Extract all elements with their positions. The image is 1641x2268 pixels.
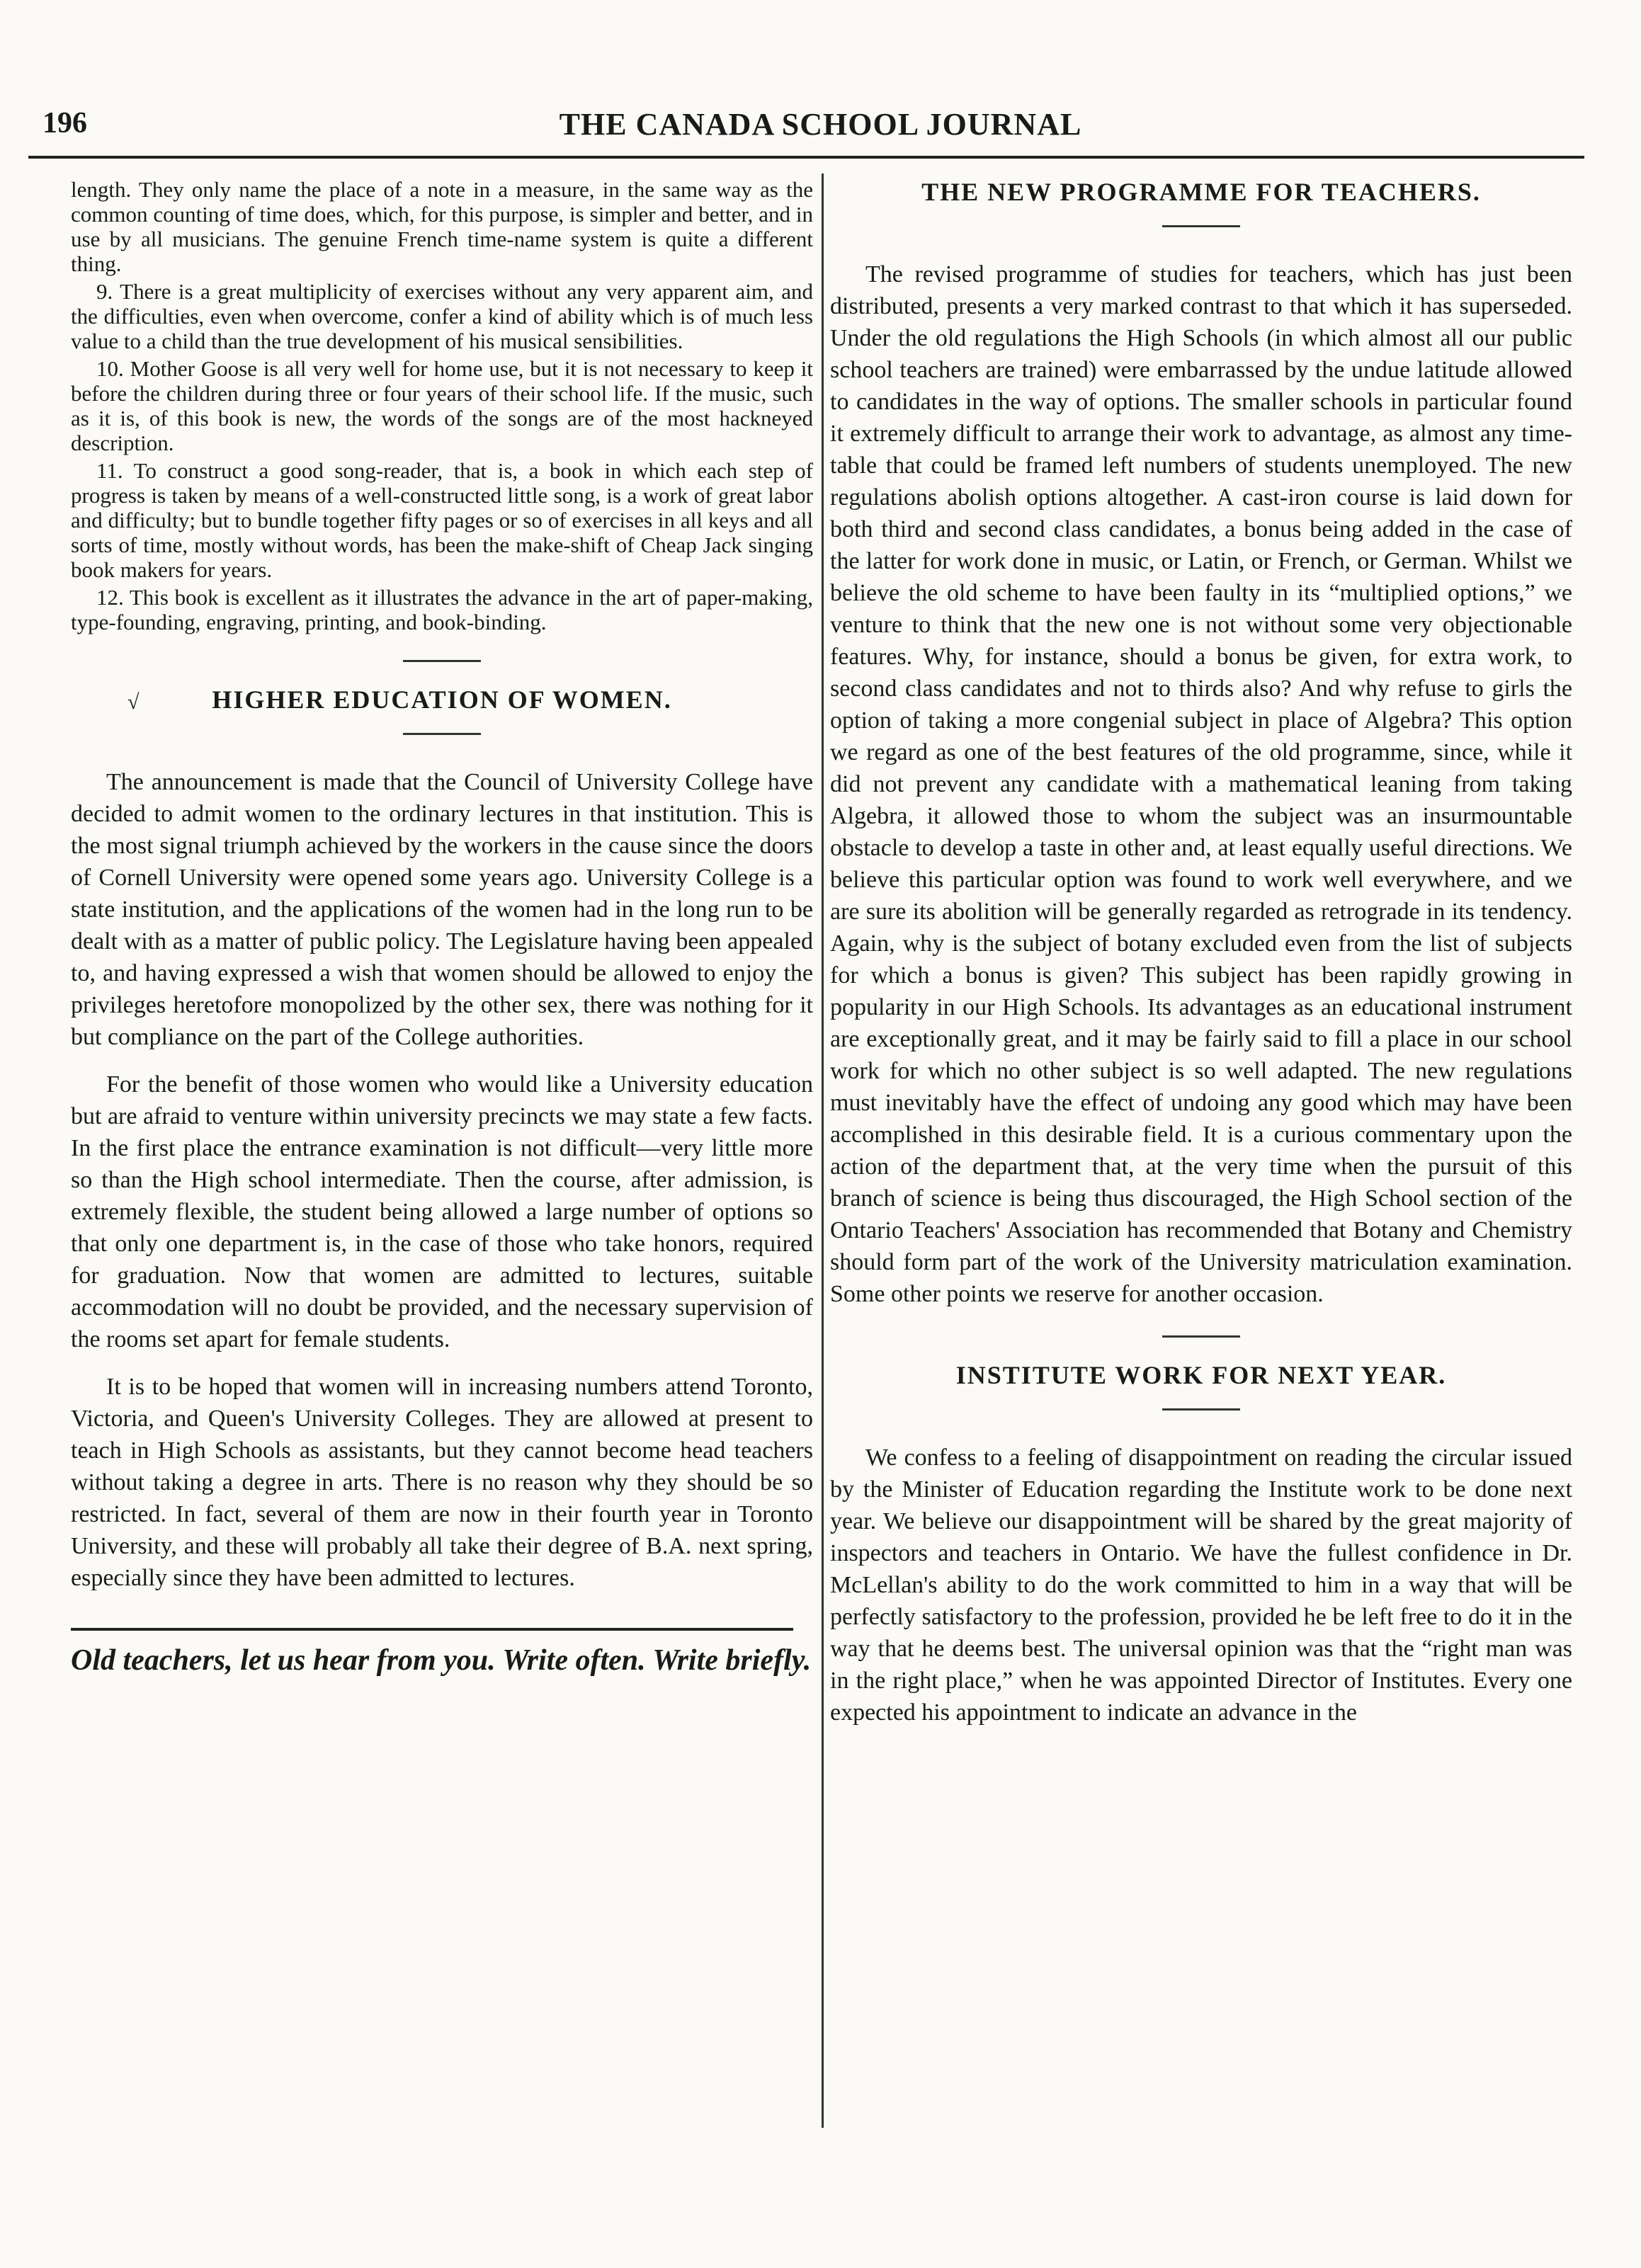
women-paragraph-1: The announcement is made that the Council of University College have decided to admit women to the ordinary lectures in that institution. This is the most signal triumph achieved by the workers in the cause since the doors of Cornell University were opened some years ago. University College is a state institution, and the applications of the women had in the long run to be dealt with as a matter of public policy. The Legislature having been appealed to, and having expressed a wish that women should be allowed to enjoy the privileges heretofore monopolized by the other sex, there was nothing for it but compliance on the part of the College authorities.	[71, 769, 813, 1050]
institute-paragraph: We confess to a feeling of disappointment on reading the circular issued by the Minister of Education regarding the Institute work to be done next year. We believe our disappointment will be shared by the great majority of inspectors and teachers in Ontario. We have the fullest confidence in Dr. McLellan's ability to do the work committed to him in a way that will be perfectly satisfactory to the profession, provided he be left free to do it in the way that he deems best. The universal opinion was that the “right man was in the right place,” when he was appointed Director of Institutes. Every one expected his appointment to indicate an advance in the	[830, 1444, 1572, 1726]
page-header	[42, 106, 1599, 149]
programme-section-title: THE NEW PROGRAMME FOR TEACHERS.	[921, 178, 1481, 206]
footer-rule	[71, 1628, 793, 1631]
programme-paragraph: The revised programme of studies for teachers, which has just been distributed, presents a very marked contrast to that which it has superseded. Under the old regulations the High Schools (in which almost all our public school teachers are trained) were embarrassed by the undue latitude allowed to candidates in the way of options. The smaller schools in particular found it extremely difficult to arrange their work to advantage, as almost any time-table that could be framed left numbers of students unemployed. The new regulations abolish options altogether. A cast-iron course is laid down for both third and second class candidates, a bonus being added in the case of the latter for work done in music, or Latin, or French, or German. Whilst we believe the old scheme to have been faulty in its “multiplied options,” we venture to think that the new one is not without some very objectionable features. Why, for instance, should a bonus be given, for extra work, to second class candidates and not to thirds also? And why refuse to girls the option of taking a more congenial subject in place of Algebra? This option we regard as one of the best features of the old programme, since, while it did not prevent any candidate with a mathematical leaning from taking Algebra, it allowed those to whom the subject was an insurmountable obstacle to develop a taste in other and, at least equally useful directions. We believe this particular option was found to work well everywhere, and we are sure its abolition will be generally regarded as retrograde in its tendency. Again, why is the subject of botany excluded even from the list of subjects for which a bonus is given? This subject has been rapidly growing in popularity in our High Schools. Its advantages as an educational instrument are exceptionally great, and it may be fairly said to fill a place in our school work for which no other subject is so well adapted. The new regulations must inevitably have the effect of undoing any good which may have been accomplished in this desirable field. It is a curious commentary upon the action of the department that, at the very time when the pursuit of this branch of science is being thus discouraged, the High School section of the Ontario Teachers' Association has recommended that Botany and Chemistry should form part of the work of the University matriculation examination. Some other points we reserve for another occasion.	[830, 261, 1572, 1307]
women-paragraph-2: For the benefit of those women who would like a University education but are afraid to venture within university precincts we may state a few facts. In the first place the entrance examination is not difficult—very little more so than the High school intermediate. Then the course, after admission, is extremely flexible, the student being allowed a large number of options so that only one department is, in the case of those who take honors, required for graduation. Now that women are admitted to lectures, suitable accommodation will no doubt be provided, and the necessary supervision of the rooms set apart for female students.	[71, 1071, 813, 1352]
title-underline	[403, 733, 481, 735]
section-separator	[1162, 1335, 1240, 1338]
continued-paragraph: length. They only name the place of a note in a measure, in the same way as the common counting of time does, which, for this purpose, is simpler and better, and in use by all musicians. The genuine French time-name system is quite a different thing.	[71, 177, 813, 276]
title-underline	[1162, 1408, 1240, 1411]
footer-motto: Old teachers, let us hear from you. Write often. Write briefly.	[71, 1644, 812, 1677]
women-title-text: HIGHER EDUCATION OF WOMEN.	[212, 685, 672, 714]
women-paragraph-3: It is to be hoped that women will in increasing numbers attend Toronto, Victoria, and Queen's University Colleges. They are allowed at present to teach in High Schools as assistants, but they cannot become head teachers without taking a degree in arts. There is no reason why they should be so restricted. In fact, several of them are now in their fourth year in Toronto University, and these will probably all take their degree of B.A. next spring, especially since they have been admitted to lectures.	[71, 1374, 813, 1591]
section-separator	[403, 660, 481, 662]
institute-section-title: INSTITUTE WORK FOR NEXT YEAR.	[955, 1361, 1447, 1389]
list-item-11: 11. To construct a good song-reader, that is, a book in which each step of progress is taken by means of a well-constructed little song, is a work of great labor and difficulty; but to bundle together fifty pages or so of exercises in all keys and all sorts of time, mostly without words, has been the make-shift of Cheap Jack singing book makers for years.	[71, 458, 813, 582]
list-item-10: 10. Mother Goose is all very well for home use, but it is not necessary to keep it before the children during three or four years of their school life. If the music, such as it is, of this book is new, the words of the songs are of the most hackneyed description.	[71, 356, 813, 455]
journal-title: THE CANADA SCHOOL JOURNAL	[559, 107, 1082, 142]
women-section-title	[71, 685, 813, 714]
list-item-12: 12. This book is excellent as it illustrates the advance in the art of paper-making, type-founding, engraving, printing, and book-binding.	[71, 585, 813, 634]
left-column	[71, 177, 813, 1679]
list-item-9: 9. There is a great multiplicity of exercises without any very apparent aim, and the difficulties, even when overcome, confer a kind of ability which is of much less value to a child than the true development of his musical sensibilities.	[71, 279, 813, 353]
column-divider	[822, 173, 824, 2128]
right-column	[830, 177, 1572, 1728]
check-mark: √	[127, 690, 141, 714]
title-underline	[1162, 225, 1240, 227]
header-rule	[28, 156, 1584, 159]
page-number: 196	[42, 107, 87, 139]
